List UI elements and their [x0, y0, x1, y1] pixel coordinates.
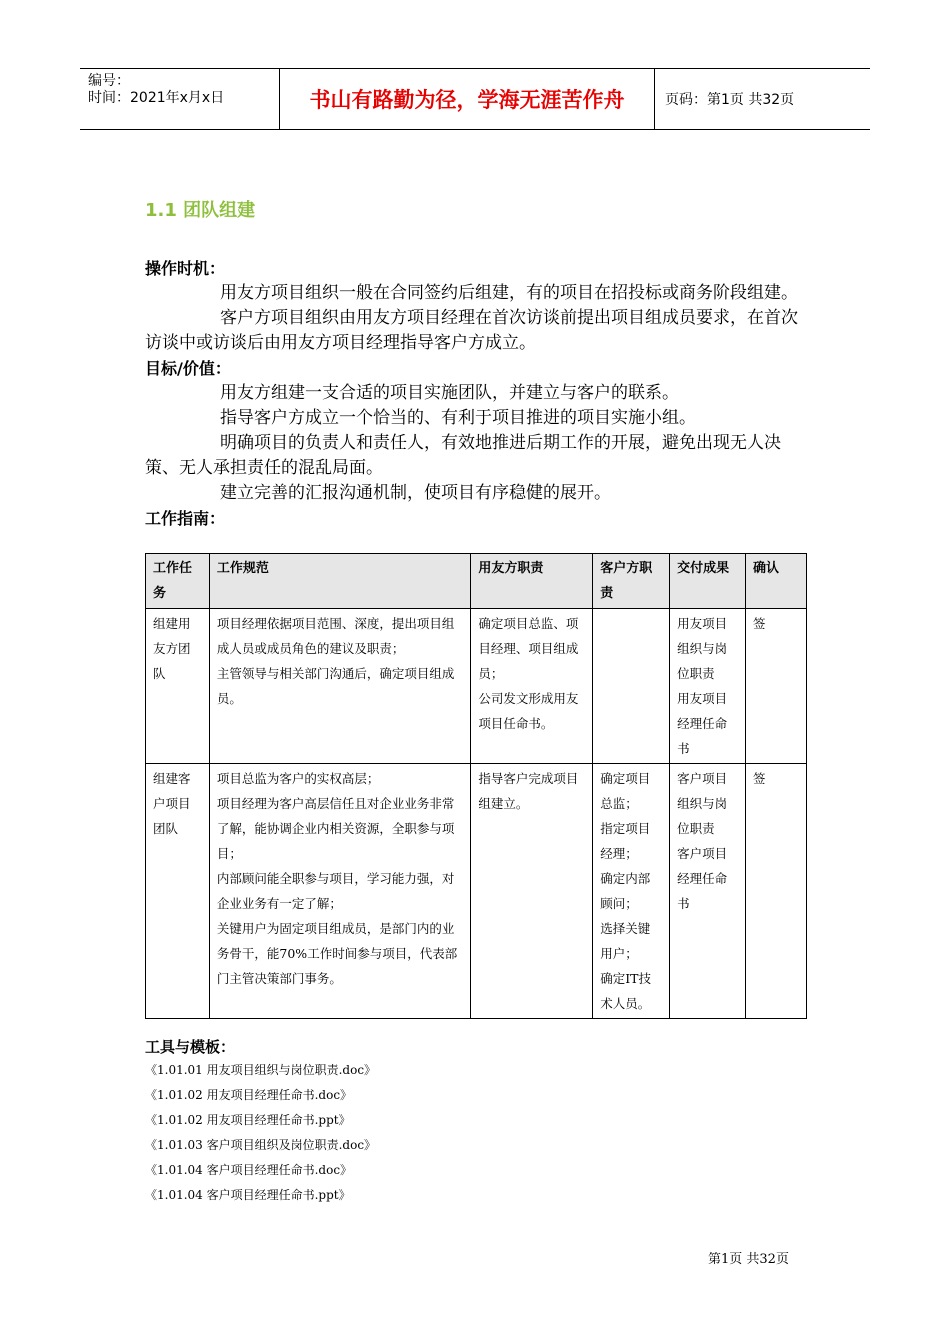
cell-deliverable: 客户项目组织与岗位职责 客户项目经理任命书: [670, 764, 746, 1019]
table-row: [146, 609, 807, 764]
timing-paragraph: 用友方项目组织一般在合同签约后组建，有的项目在招投标或商务阶段组建。: [220, 283, 798, 303]
cell-spec: 项目经理依据项目范围、深度，提出项目组成人员或成员角色的建议及职责； 主管领导与相关部门沟通后，确定项目组成员。: [209, 609, 471, 764]
goal-paragraph: 指导客户方成立一个恰当的、有利于项目推进的项目实施小组。: [220, 408, 696, 428]
number-label: 编号：: [88, 73, 130, 89]
section-title: 1.1 团队组建: [145, 200, 256, 221]
timing-label: 操作时机：: [145, 259, 226, 278]
tools-list: [145, 1058, 376, 1208]
cell-task: 组建用友方团队: [146, 609, 210, 764]
body-content: [145, 256, 810, 531]
tool-item: 《1.01.04 客户项目经理任命书.doc》: [145, 1163, 353, 1177]
page-header: [80, 68, 870, 130]
table-row: [146, 764, 807, 1019]
tool-item: 《1.01.01 用友项目组织与岗位职责.doc》: [145, 1063, 377, 1077]
goals-label: 目标/价值：: [145, 359, 231, 378]
col-header-task: 工作任务: [146, 554, 210, 609]
cell-vendor: 确定项目总监、项目经理、项目组成员； 公司发文形成用友项目任命书。: [471, 609, 593, 764]
header-meta: [80, 69, 280, 129]
timing-paragraph: 客户方项目组织由用友方项目经理在首次访谈前提出项目组成员要求，在首次访谈中或访谈后由用友方项目经理指导客户方成立。: [145, 308, 798, 353]
cell-confirm: 签: [746, 609, 807, 764]
cell-task: 组建客户项目团队: [146, 764, 210, 1019]
col-header-confirm: 确认: [746, 554, 807, 609]
col-header-deliverable: 交付成果: [670, 554, 746, 609]
work-guide-table: [145, 553, 807, 1019]
goal-paragraph: 建立完善的汇报沟通机制，使项目有序稳健的展开。: [220, 483, 611, 503]
table-header-row: [146, 554, 807, 609]
cell-client: 确定项目总监； 指定项目经理； 确定内部顾问； 选择关键用户； 确定IT技术人员。: [593, 764, 670, 1019]
tools-label: 工具与模板：: [145, 1038, 236, 1056]
page-code: 页码：第1页 共32页: [665, 92, 795, 108]
page-footer: 第1页 共32页: [708, 1252, 789, 1267]
goal-paragraph: 用友方组建一支合适的项目实施团队，并建立与客户的联系。: [220, 383, 679, 403]
goal-paragraph: 明确项目的负责人和责任人，有效地推进后期工作的开展，避免出现无人决策、无人承担责任的混乱局面。: [145, 433, 781, 478]
tool-item: 《1.01.02 用友项目经理任命书.ppt》: [145, 1113, 351, 1127]
col-header-vendor: 用友方职责: [471, 554, 593, 609]
cell-client: [593, 609, 670, 764]
tool-item: 《1.01.02 用友项目经理任命书.doc》: [145, 1088, 353, 1102]
cell-deliverable: 用友项目组织与岗位职责 用友项目经理任命书: [670, 609, 746, 764]
cell-spec: 项目总监为客户的实权高层； 项目经理为客户高层信任且对企业业务非常了解，能协调企业内相关资源，全职参与项目； 内部顾问能全职参与项目，学习能力强，对企业业务有一定了解； 关键用户为固定项目组成员，是部门内的业务骨干，能70%工作时间参与项目，代表部门主管决策部门事务。: [209, 764, 471, 1019]
tool-item: 《1.01.03 客户项目组织及岗位职责.doc》: [145, 1138, 377, 1152]
motto: 书山有路勤为径，学海无涯苦作舟: [280, 69, 655, 129]
col-header-spec: 工作规范: [209, 554, 471, 609]
cell-confirm: 签: [746, 764, 807, 1019]
guide-label: 工作指南：: [145, 509, 226, 528]
tool-item: 《1.01.04 客户项目经理任命书.ppt》: [145, 1188, 351, 1202]
date-label: 时间：2021年x月x日: [88, 90, 225, 106]
cell-vendor: 指导客户完成项目组建立。: [471, 764, 593, 1019]
col-header-client: 客户方职责: [593, 554, 670, 609]
